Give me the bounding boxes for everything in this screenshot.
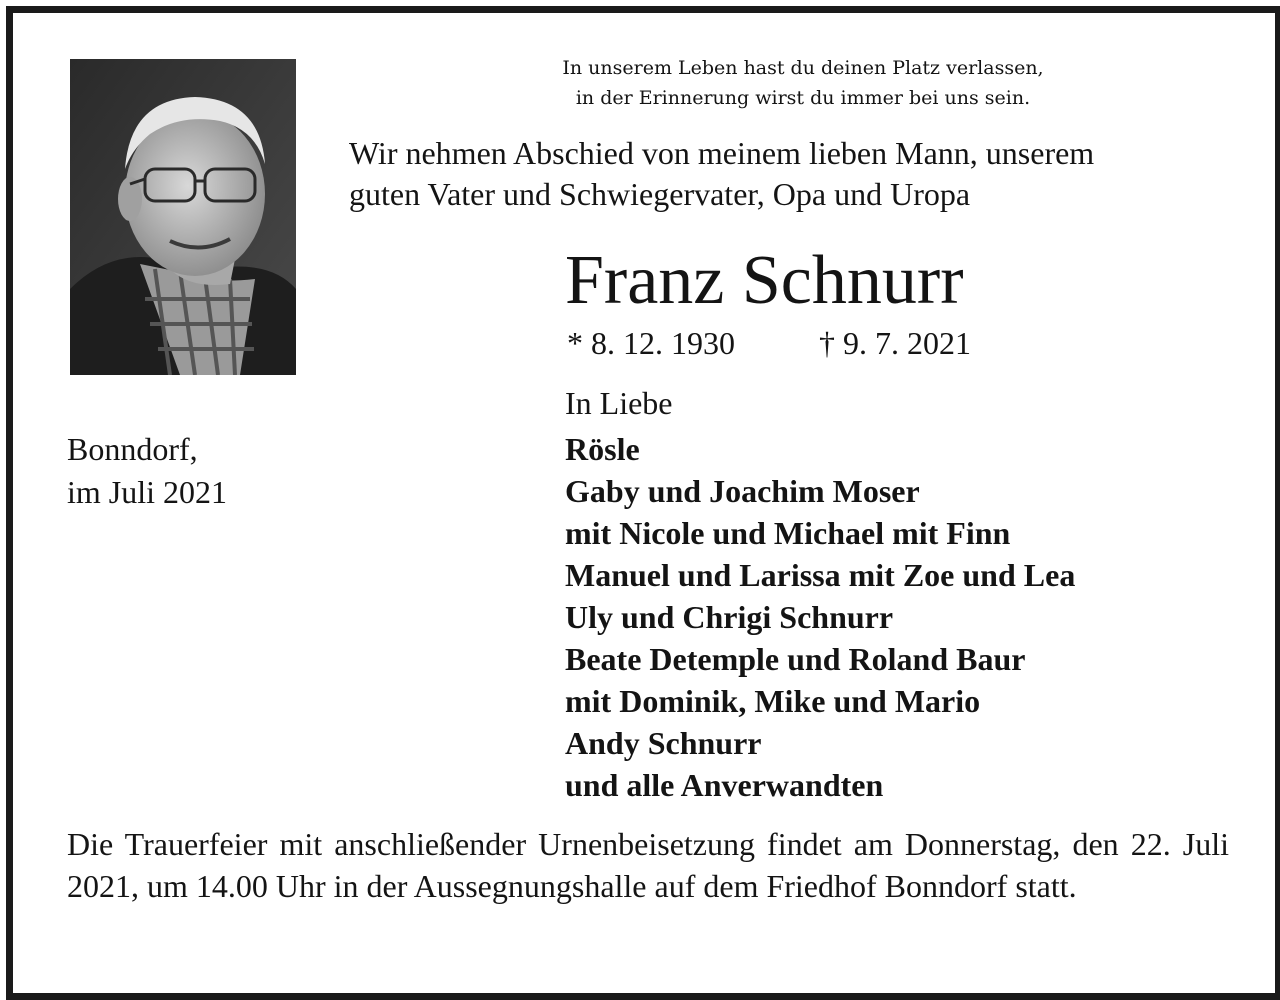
- portrait-illustration: [70, 59, 296, 375]
- portrait-photo: [70, 59, 296, 375]
- in-love-label: In Liebe: [565, 385, 673, 421]
- family-entry: Beate Detemple und Roland Baur: [565, 641, 1026, 677]
- memorial-quote-line-1: In unserem Leben hast du deinen Platz verlassen,: [562, 57, 1044, 79]
- deceased-name: Franz Schnurr: [565, 242, 964, 319]
- place-and-date: [67, 428, 227, 514]
- farewell-intro-line-1: Wir nehmen Abschied von meinem lieben Mann, unserem: [349, 135, 1095, 171]
- family-list: [565, 428, 1245, 806]
- death-date: † 9. 7. 2021: [819, 325, 971, 361]
- funeral-notice: Die Trauerfeier mit anschließender Urnenbeisetzung findet am Donnerstag, den 22. Juli 2021, um 14.00 Uhr in der Aussegnungshalle auf dem Friedhof Bonndorf statt.: [67, 826, 1229, 904]
- memorial-quote: [463, 53, 1143, 113]
- family-entry: Rösle: [565, 431, 640, 467]
- month-line: im Juli 2021: [67, 474, 228, 510]
- family-entry: Manuel und Larissa mit Zoe und Lea: [565, 557, 1076, 593]
- family-entry: Gaby und Joachim Moser: [565, 473, 920, 509]
- life-dates: [567, 323, 971, 363]
- place-line: Bonndorf,: [67, 431, 198, 467]
- family-entry: mit Dominik, Mike und Mario: [565, 683, 981, 719]
- obituary-notice: [6, 6, 1280, 1000]
- family-entry: Uly und Chrigi Schnurr: [565, 599, 894, 635]
- family-entry: und alle Anverwandten: [565, 767, 884, 803]
- family-entry: Andy Schnurr: [565, 725, 762, 761]
- memorial-quote-line-2: in der Erinnerung wirst du immer bei uns sein.: [575, 87, 1031, 109]
- birth-date: * 8. 12. 1930: [567, 325, 735, 361]
- farewell-intro-line-2: guten Vater und Schwiegervater, Opa und Uropa: [349, 176, 971, 212]
- farewell-intro: [349, 133, 1249, 215]
- family-entry: mit Nicole und Michael mit Finn: [565, 515, 1011, 551]
